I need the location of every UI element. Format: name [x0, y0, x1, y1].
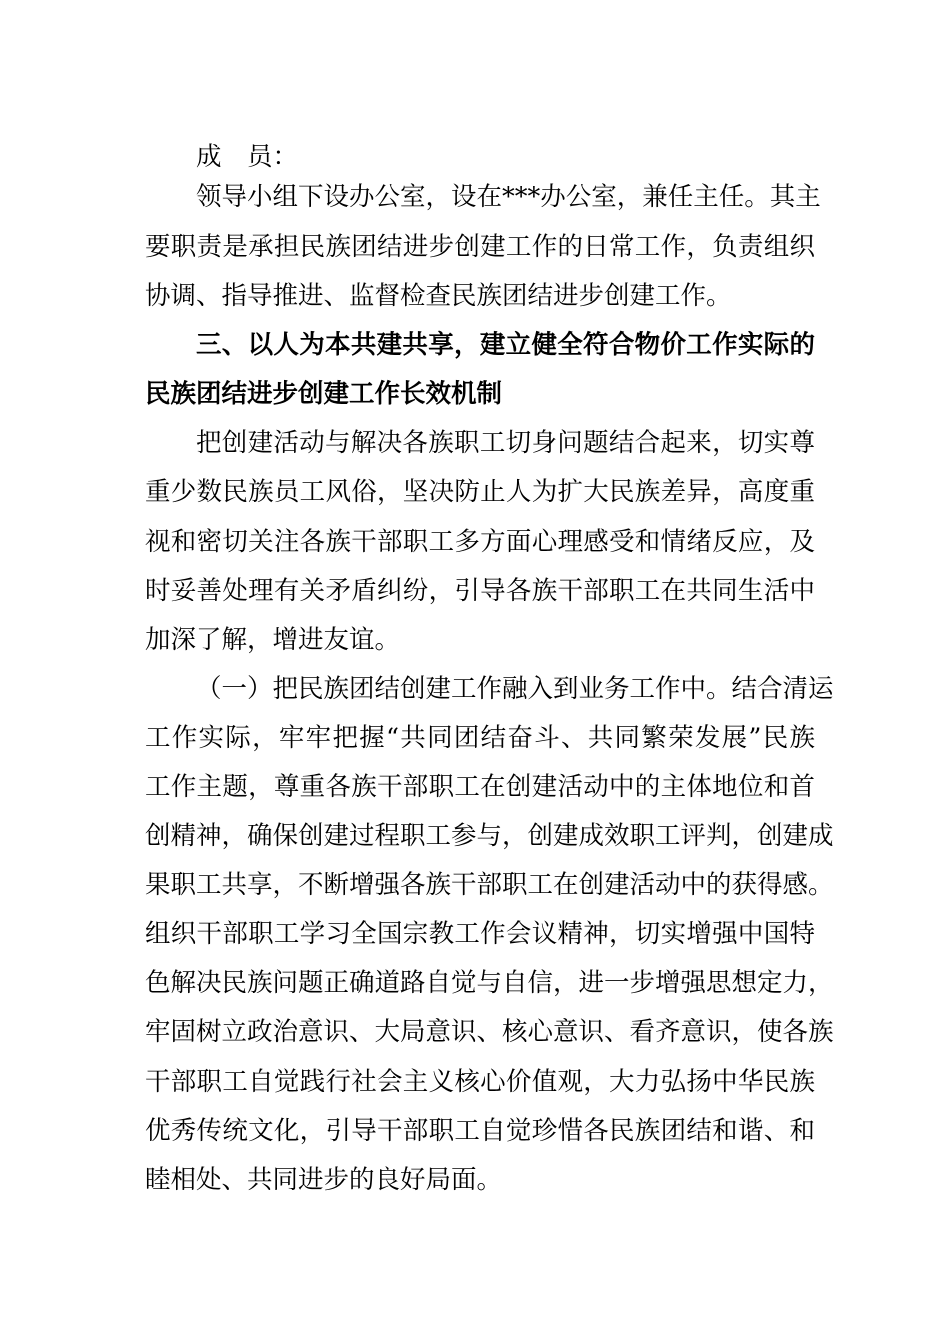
body-line: 协调、指导推进、监督检查民族团结进步创建工作。 [145, 281, 732, 311]
body-line: 睦相处、共同进步的良好局面。 [145, 1165, 503, 1195]
body-line: 牢固树立政治意识、大局意识、核心意识、看齐意识，使各族 [145, 1017, 834, 1047]
body-line: 把创建活动与解决各族职工切身问题结合起来，切实尊 [196, 428, 815, 458]
body-line: 视和密切关注各族干部职工多方面心理感受和情绪反应，及 [145, 527, 815, 557]
body-line: 要职责是承担民族团结进步创建工作的日常工作，负责组织 [145, 232, 815, 262]
body-line: 组织干部职工学习全国宗教工作会议精神，切实增强中国特 [145, 919, 815, 949]
member-label-line: 成 员： [196, 142, 299, 172]
body-line: 重少数民族员工风俗，坚决防止人为扩大民族差异，高度重 [145, 477, 815, 507]
body-line: 工作主题，尊重各族干部职工在创建活动中的主体地位和首 [145, 772, 815, 802]
body-line: 色解决民族问题正确道路自觉与自信，进一步增强思想定力， [145, 968, 834, 998]
body-line: 工作实际，牢牢把握“共同团结奋斗、共同繁荣发展”民族 [145, 723, 815, 753]
body-line: 加深了解，增进友谊。 [145, 625, 401, 655]
section-heading: 民族团结进步创建工作长效机制 [145, 379, 503, 409]
body-line: 创精神，确保创建过程职工参与，创建成效职工评判，创建成 [145, 821, 834, 851]
body-line: 果职工共享，不断增强各族干部职工在创建活动中的获得感。 [145, 870, 834, 900]
section-heading: 三、以人为本共建共享，建立健全符合物价工作实际的 [196, 330, 815, 360]
body-line: 干部职工自觉践行社会主义核心价值观，大力弘扬中华民族 [145, 1067, 815, 1097]
body-line: 优秀传统文化，引导干部职工自觉珍惜各民族团结和谐、和 [145, 1116, 815, 1146]
subsection-line: （一）把民族团结创建工作融入到业务工作中。结合清运 [196, 674, 834, 704]
body-line: 领导小组下设办公室，设在***办公室，兼任主任。其主 [196, 182, 821, 212]
body-line: 时妥善处理有关矛盾纠纷，引导各族干部职工在共同生活中 [145, 576, 815, 606]
